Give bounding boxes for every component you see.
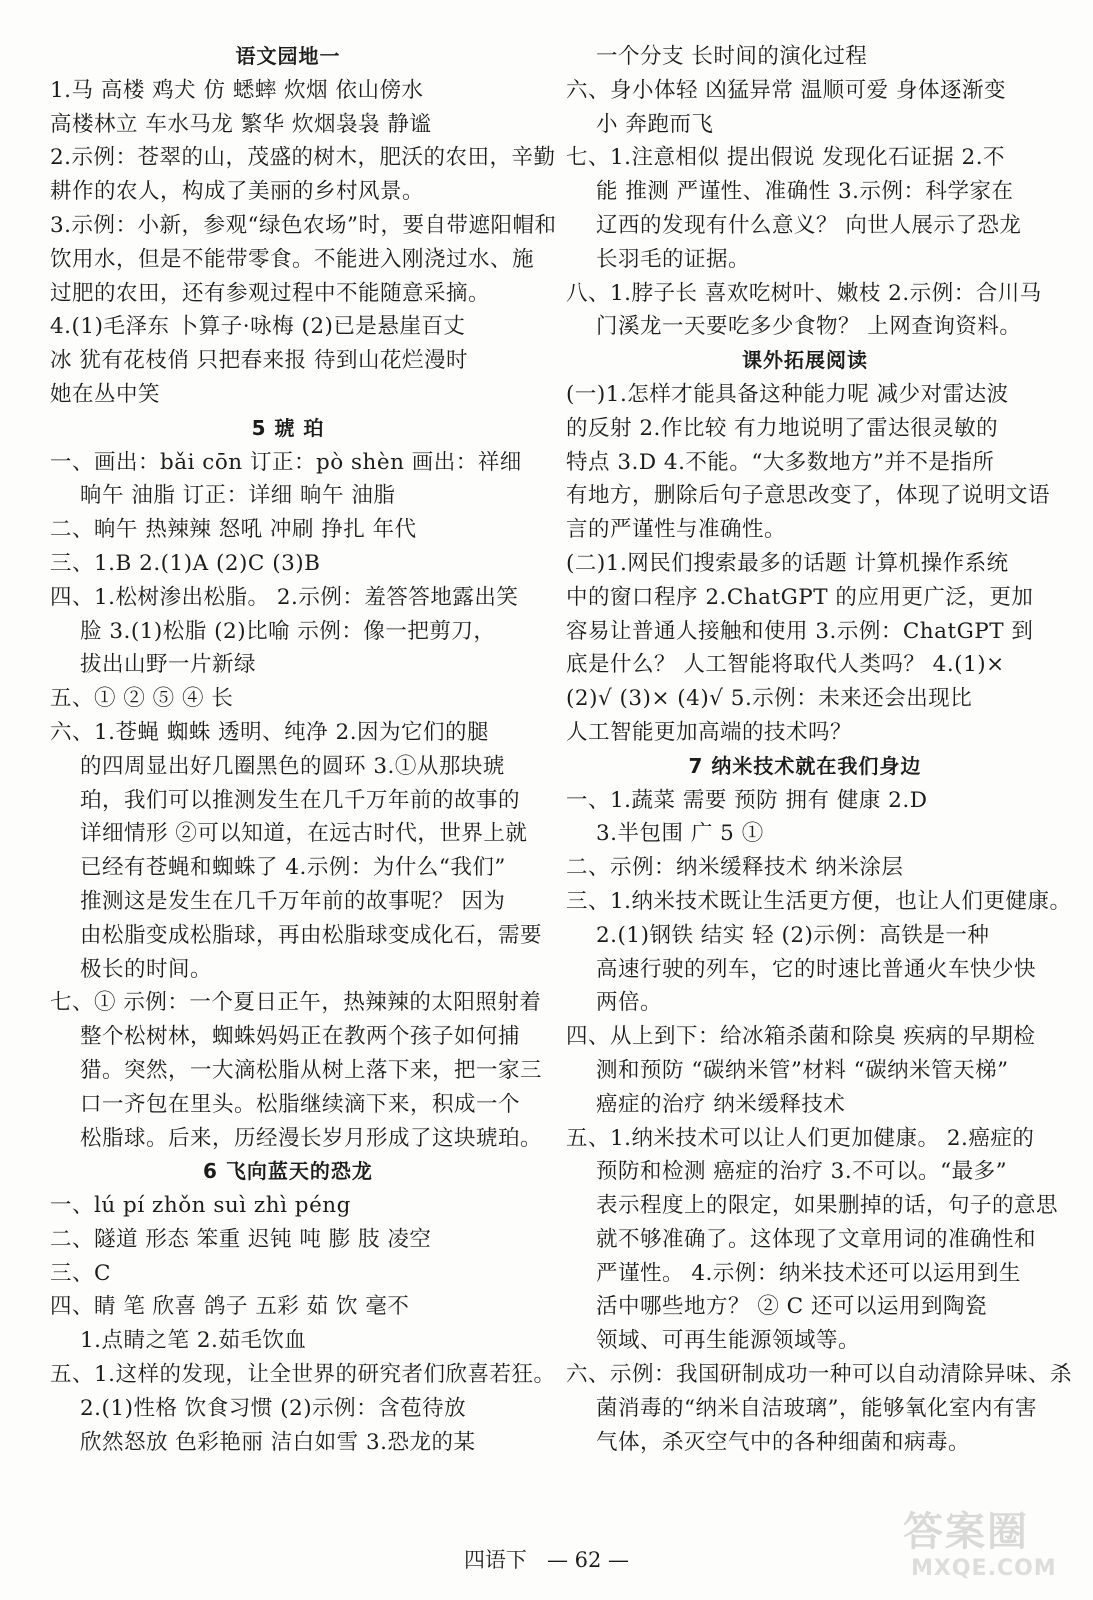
answer-line: 门溪龙一天要吃多少食物？ 上网查询资料。 <box>596 314 1022 340</box>
answer-line: 1.马 高楼 鸡犬 仿 蟋蟀 炊烟 依山傍水 <box>50 77 424 103</box>
answer-line: 三、1.B 2.(1)A (2)C (3)B <box>50 550 321 576</box>
answer-line: 长羽毛的证据。 <box>596 246 751 272</box>
answer-line: 六、1.苍蝇 蜘蛛 透明、纯净 2.因为它们的腿 <box>50 719 490 745</box>
answer-line: 预防和检测 癌症的治疗 3.不可以。“最多” <box>596 1159 1008 1185</box>
answer-line: 耕作的农人，构成了美丽的乡村风景。 <box>50 179 425 205</box>
watermark-url: MXQE.COM <box>911 1556 1057 1581</box>
answer-line: 气体，杀灭空气中的各种细菌和病毒。 <box>596 1429 971 1455</box>
watermark-logo: 答案圈 <box>903 1509 1029 1555</box>
answer-line: 欣然怒放 色彩艳丽 洁白如雪 3.恐龙的某 <box>80 1429 476 1455</box>
answer-line: 四、1.松树渗出松脂。 2.示例：羞答答地露出笑 <box>50 584 519 610</box>
answer-line: 特点 3.D 4.不能。“大多数地方”并不是指所 <box>566 449 995 475</box>
answer-line: 四、从上到下：给冰箱杀菌和除臭 疾病的早期检 <box>566 1024 1036 1050</box>
answer-line: 言的严谨性与准确性。 <box>566 517 787 543</box>
answer-line: 五、① ② ⑤ ④ 长 <box>50 686 234 712</box>
answer-line: 的四周显出好几圈黑色的圆环 3.①从那块琥 <box>80 753 505 779</box>
answer-line: 推测这是发生在几千万年前的故事呢？ 因为 <box>80 888 506 914</box>
answer-line: 测和预防 “碳纳米管”材料 “碳纳米管天梯” <box>596 1057 1009 1083</box>
answer-line: 五、1.这样的发现，让全世界的研究者们欣喜若狂。 <box>50 1362 556 1388</box>
answer-line: 二、隧道 形态 笨重 迟钝 吨 膨 肢 凌空 <box>50 1226 432 1252</box>
answer-line: 一、1.蔬菜 需要 预防 拥有 健康 2.D <box>566 787 928 813</box>
answer-line: 有地方，删除后句子意思改变了，体现了说明文语 <box>566 483 1051 509</box>
answer-line: 表示程度上的限定，如果删掉的话，句子的意思 <box>596 1193 1059 1219</box>
answer-line: 二、示例：纳米缓释技术 纳米涂层 <box>566 855 904 881</box>
answer-line: 严谨性。 4.示例：纳米技术还可以运用到生 <box>596 1260 1021 1286</box>
answer-line: 八、1.脖子长 喜欢吃树叶、嫩枝 2.示例：合川马 <box>566 280 1042 306</box>
answer-line: 就不够准确了。这体现了文章用词的准确性和 <box>596 1226 1037 1252</box>
answer-line: 晌午 油脂 订正：详细 晌午 油脂 <box>80 483 396 509</box>
answer-line: 4.(1)毛泽东 卜算子·咏梅 (2)已是悬崖百丈 <box>50 314 466 340</box>
left-column <box>50 40 557 1459</box>
answer-line: 容易让普通人接触和使用 3.示例：ChatGPT 到 <box>566 618 1034 644</box>
answer-line: 详细情形 ②可以知道，在远古时代，世界上就 <box>80 821 528 847</box>
answer-line: 高速行驶的列车，它的时速比普通火车快少快 <box>596 956 1037 982</box>
answer-line: 领域、可再生能源领域等。 <box>596 1328 861 1354</box>
answer-line: 珀，我们可以推测发生在几千万年前的故事的 <box>80 787 521 813</box>
section-heading: 语文园地一 <box>235 44 341 68</box>
answer-line: (2)√ (3)× (4)√ 5.示例：未来还会出现比 <box>566 686 973 712</box>
answer-line: 由松脂变成松脂球，再由松脂球变成化石，需要 <box>80 922 543 948</box>
answer-line: 已经有苍蝇和蜘蛛了 4.示例：为什么“我们” <box>80 855 506 881</box>
answer-line: 中的窗口程序 2.ChatGPT 的应用更广泛，更加 <box>566 584 1034 610</box>
answer-line: 一个分支 长时间的演化过程 <box>596 44 868 69</box>
answer-line: 松脂球。后来，历经漫长岁月形成了这块琥珀。 <box>80 1125 543 1151</box>
answer-line: 三、1.纳米技术既让生活更方便，也让人们更健康。 <box>566 888 1072 914</box>
answer-line: 整个松树林，蜘蛛妈妈正在教两个孩子如何捕 <box>80 1024 521 1050</box>
answer-line: 六、身小体轻 凶猛异常 温顺可爱 身体逐渐变 <box>566 77 1007 103</box>
answer-line: 1.点睛之笔 2.茹毛饮血 <box>80 1328 307 1354</box>
answer-line: 癌症的治疗 纳米缓释技术 <box>596 1091 846 1117</box>
answer-line: 七、1.注意相似 提出假说 发现化石证据 2.不 <box>566 145 1006 171</box>
answer-line: 高楼林立 车水马龙 繁华 炊烟袅袅 静谧 <box>50 111 432 137</box>
answer-line: 活中哪些地方？ ② C 还可以运用到陶瓷 <box>596 1294 987 1320</box>
answer-line: 小 奔跑而飞 <box>596 111 714 137</box>
answer-line: 底是什么？ 人工智能将取代人类吗？ 4.(1)× <box>566 652 1005 678</box>
answer-line: 脸 3.(1)松脂 (2)比喻 示例：像一把剪刀， <box>80 618 496 644</box>
answer-line: 一、画出：bǎi cōn 订正：pò shèn 画出：祥细 <box>50 449 522 475</box>
answer-line: 辽西的发现有什么意义？ 向世人展示了恐龙 <box>596 212 1022 238</box>
answer-line: 六、示例：我国研制成功一种可以自动清除异味、杀 <box>566 1362 1073 1388</box>
answer-line: 的反射 2.作比较 有力地说明了雷达很灵敏的 <box>566 415 999 441</box>
answer-line: 猎。突然，一大滴松脂从树上落下来，把一家三 <box>80 1057 543 1083</box>
answer-line: 2.(1)钢铁 结实 轻 (2)示例：高铁是一种 <box>596 922 990 948</box>
answer-line: 一、lú pí zhǒn suì zhì péng <box>50 1193 351 1219</box>
page-number: — 62 — <box>546 1548 630 1572</box>
answer-line: 二、晌午 热辣辣 怒吼 冲刷 挣扎 年代 <box>50 517 417 543</box>
right-column <box>566 40 1073 1459</box>
answer-line: 过肥的农田，还有参观过程中不能随意采摘。 <box>50 280 491 306</box>
answer-line: 3.半包围 广 5 ① <box>596 821 764 847</box>
answer-line: 冰 犹有花枝俏 只把春来报 待到山花烂漫时 <box>50 348 469 374</box>
section-heading: 6 飞向蓝天的恐龙 <box>203 1159 373 1184</box>
watermark <box>903 1500 1073 1592</box>
answer-line: 她在丛中笑 <box>50 381 161 407</box>
answer-line: 七、① 示例：一个夏日正午，热辣辣的太阳照射着 <box>50 990 542 1016</box>
answer-line: 四、睛 笔 欣喜 鸽子 五彩 茹 饮 毫不 <box>50 1294 410 1320</box>
answer-line: 菌消毒的“纳米自洁玻璃”，能够氧化室内有害 <box>596 1395 1037 1421</box>
answer-line: 3.示例：小新，参观“绿色农场”时，要自带遮阳帽和 <box>50 212 557 238</box>
answer-line: 2.示例：苍翠的山，茂盛的树木，肥沃的农田，辛勤 <box>50 145 556 171</box>
answer-line: 饮用水，但是不能带零食。不能进入刚浇过水、施 <box>50 246 535 272</box>
answer-line: (二)1.网民们搜索最多的话题 计算机操作系统 <box>566 550 1009 576</box>
section-heading: 7 纳米技术就在我们身边 <box>688 753 922 778</box>
answer-line: 极长的时间。 <box>80 956 213 982</box>
answer-line: 两倍。 <box>596 990 663 1016</box>
answer-line: (一)1.怎样才能具备这种能力呢 减少对雷达波 <box>566 381 1009 407</box>
section-heading: 课外拓展阅读 <box>742 348 868 373</box>
answer-line: 能 推测 严谨性、准确性 3.示例：科学家在 <box>596 179 1014 205</box>
answer-line: 人工智能更加高端的技术吗？ <box>566 719 853 745</box>
answer-line: 五、1.纳米技术可以让人们更加健康。 2.癌症的 <box>566 1125 1035 1151</box>
section-heading: 5 琥 珀 <box>251 415 325 440</box>
answer-line: 口一齐包在里头。松脂继续滴下来，积成一个 <box>80 1091 521 1117</box>
answer-line: 三、C <box>50 1260 111 1286</box>
answer-line: 拔出山野一片新绿 <box>80 652 257 678</box>
answer-line: 2.(1)性格 饮食习惯 (2)示例：含苞待放 <box>80 1395 467 1421</box>
footer-label: 四语下 <box>463 1548 527 1572</box>
